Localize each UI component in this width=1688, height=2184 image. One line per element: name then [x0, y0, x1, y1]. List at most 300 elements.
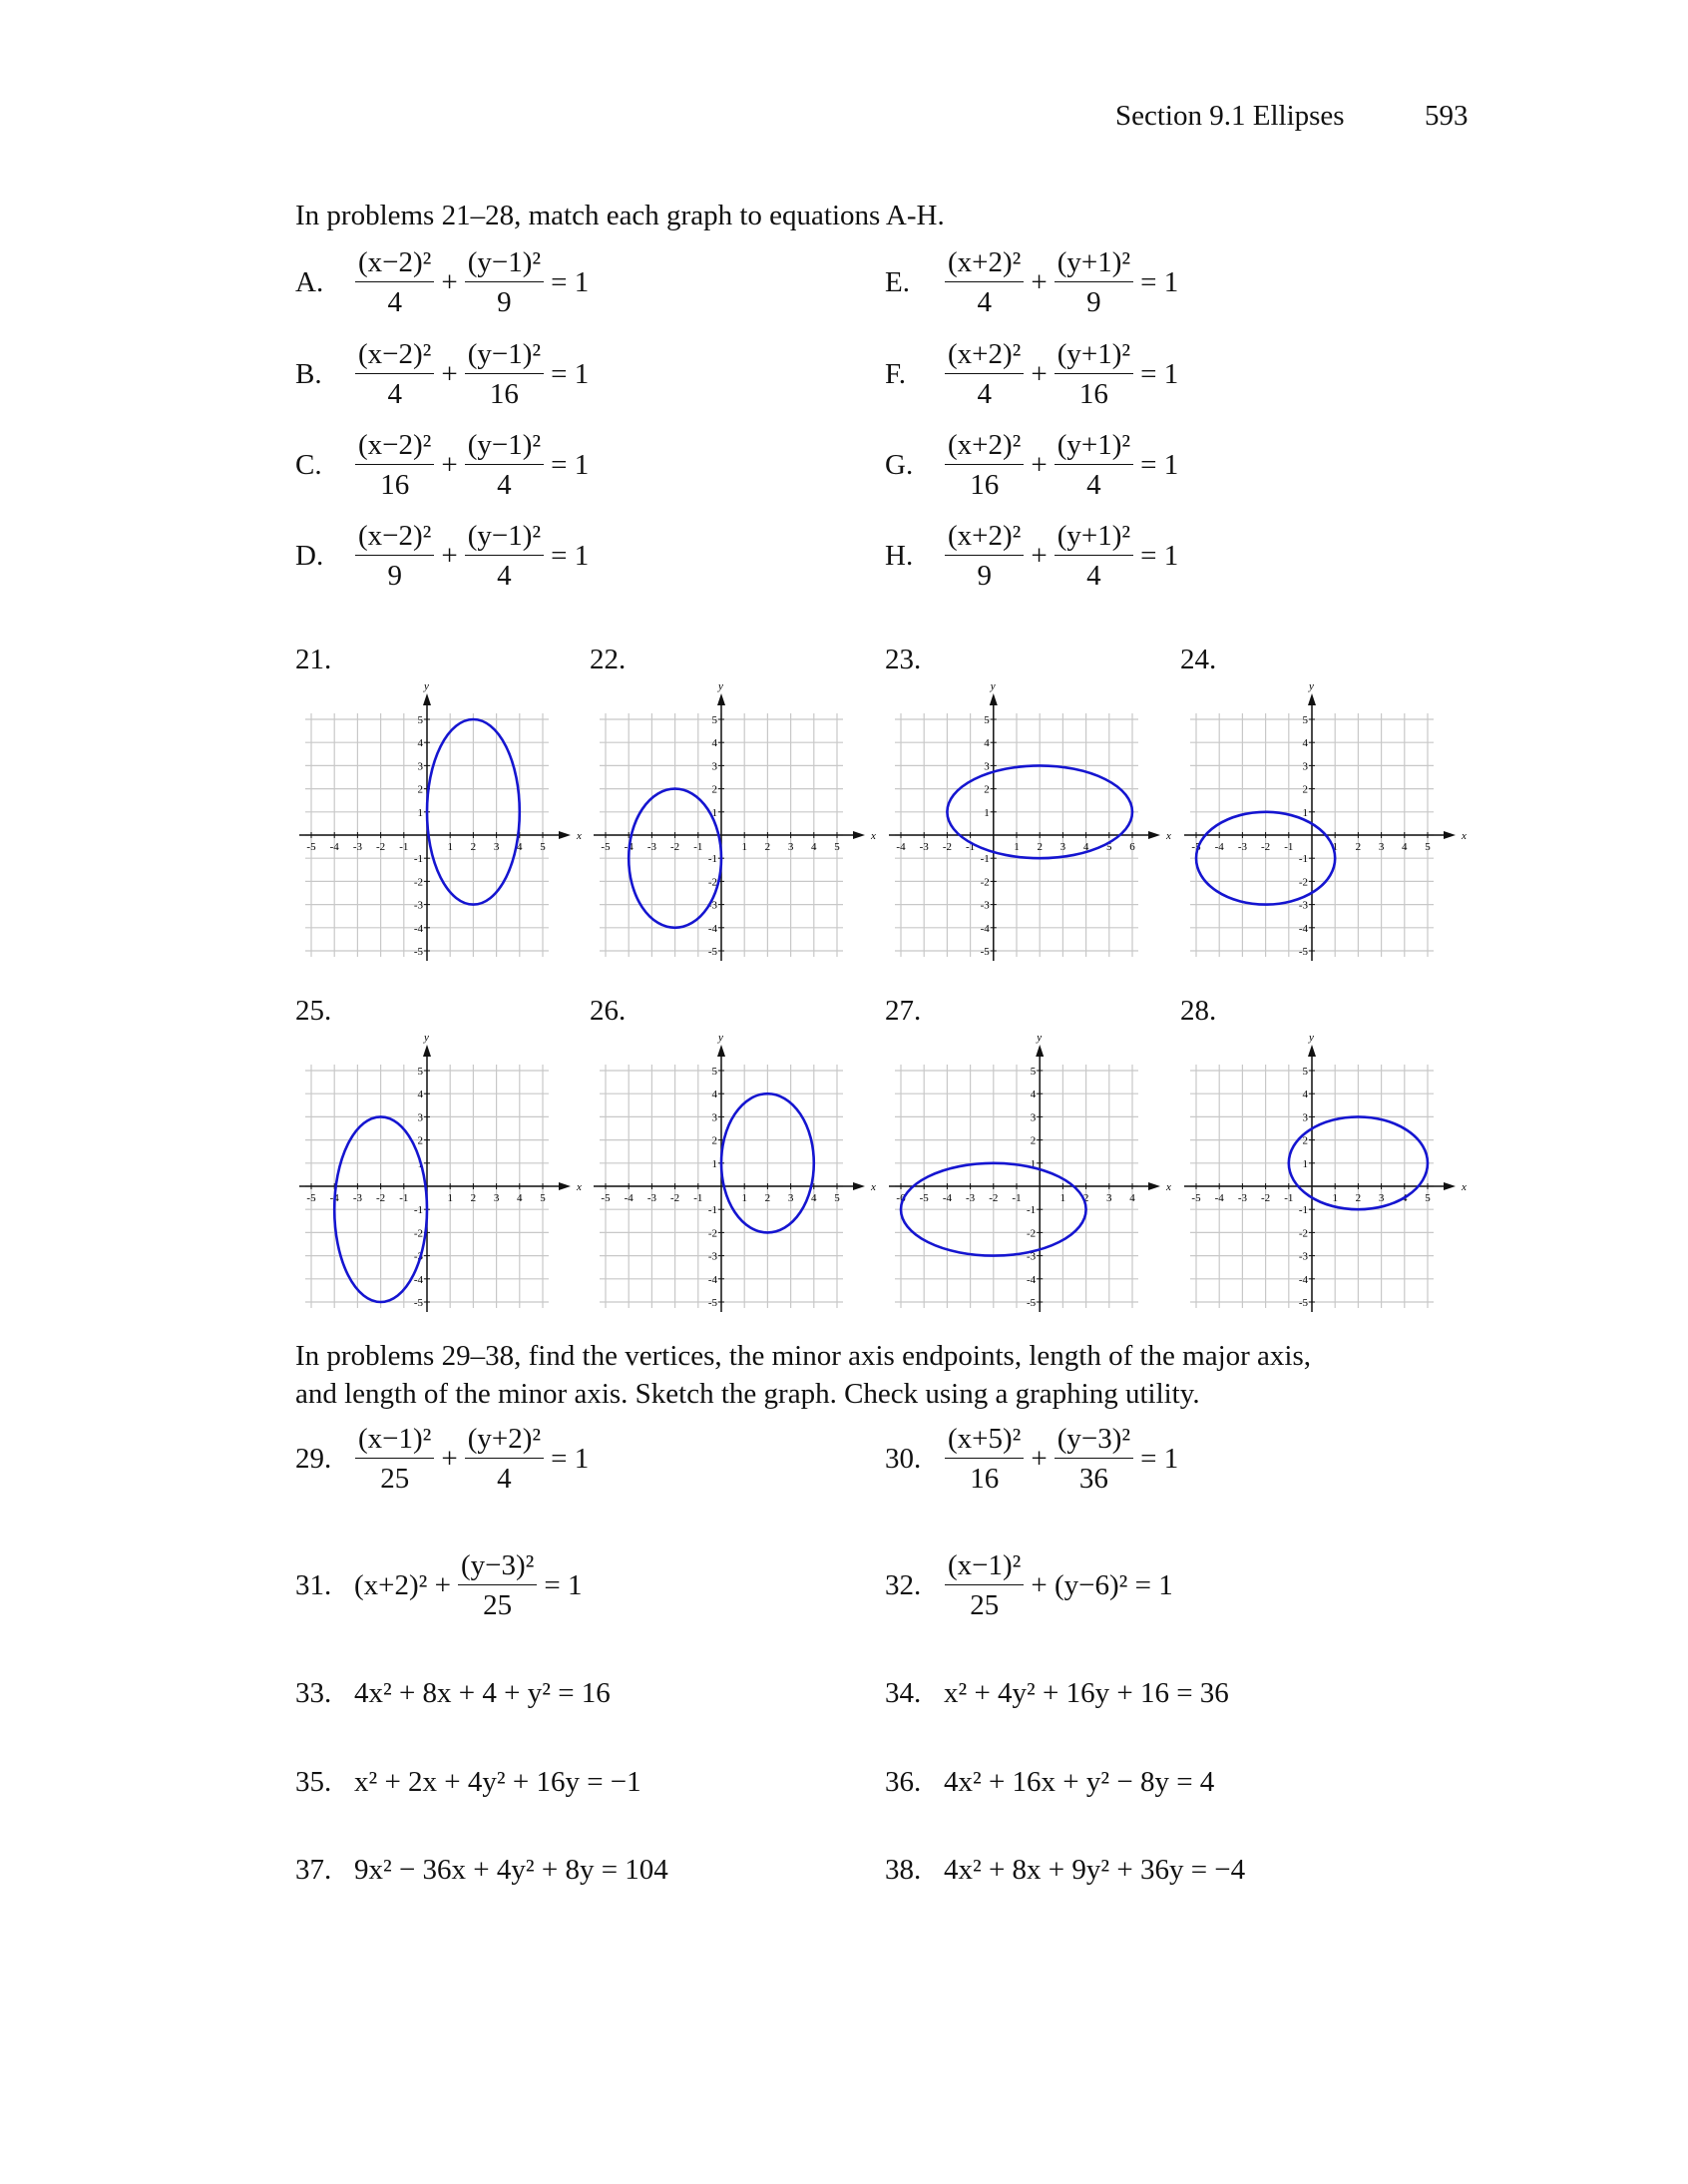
- y-axis-arrow-icon: [1308, 693, 1316, 705]
- numerator: (x−1)²: [355, 1423, 434, 1459]
- x-tick-label: -6: [896, 1192, 906, 1204]
- fraction: [1055, 338, 1133, 411]
- problem-29: [295, 1419, 592, 1499]
- y-tick-label: -4: [1298, 922, 1308, 935]
- x-axis-label: x: [577, 830, 582, 842]
- ellipse-graph-24: [1178, 681, 1477, 971]
- equation-e: [885, 242, 1181, 322]
- y-tick-label: -1: [707, 1204, 717, 1217]
- fraction: [465, 338, 544, 411]
- ellipse-graph-21: [293, 681, 593, 971]
- x-tick-label: -1: [399, 841, 409, 853]
- equation-text: +: [441, 265, 458, 298]
- y-tick-label: -4: [1027, 1273, 1037, 1286]
- y-tick-label: 3: [1302, 760, 1308, 773]
- x-tick-label: -5: [306, 1192, 316, 1204]
- equation-text: +: [441, 539, 458, 572]
- y-tick-label: 5: [1030, 1066, 1037, 1078]
- y-tick-label: 3: [417, 760, 423, 773]
- ellipse-graph-26: [588, 1033, 887, 1322]
- x-tick-label: -3: [966, 1192, 976, 1204]
- x-tick-label: 2: [470, 1192, 477, 1204]
- x-tick-label: -3: [919, 841, 929, 853]
- x-axis-arrow-icon: [1444, 831, 1456, 839]
- page-number: 593: [1425, 100, 1469, 132]
- x-tick-label: 3: [1378, 1192, 1385, 1204]
- x-tick-label: 1: [1332, 841, 1338, 853]
- x-axis-label: x: [1462, 1181, 1467, 1193]
- x-tick-label: 3: [787, 1192, 794, 1204]
- x-axis-label: x: [1166, 1181, 1171, 1193]
- equation-text: = 1: [551, 539, 590, 572]
- y-tick-label: -2: [707, 1227, 717, 1240]
- x-tick-label: -1: [966, 841, 976, 853]
- numerator: (x−2)²: [355, 520, 434, 556]
- fraction: [355, 1423, 434, 1496]
- x-tick-label: 5: [834, 1192, 840, 1204]
- y-axis-label: y: [424, 1033, 429, 1044]
- equation-label: 36.: [885, 1765, 922, 1798]
- denominator: 4: [387, 377, 402, 410]
- numerator: (y−1)²: [465, 338, 544, 374]
- problem-31: [295, 1545, 585, 1625]
- x-axis-arrow-icon: [853, 1182, 865, 1190]
- equation-label: 32.: [885, 1568, 922, 1601]
- x-tick-label: -4: [942, 1192, 952, 1204]
- equation-label: 31.: [295, 1568, 332, 1601]
- y-tick-label: 2: [711, 1134, 717, 1147]
- x-tick-label: -4: [329, 1192, 339, 1204]
- numerator: (x+5)²: [945, 1423, 1024, 1459]
- y-tick-label: 1: [984, 806, 990, 819]
- problem-32: [885, 1545, 1176, 1625]
- equation-text: = 1: [1140, 1442, 1179, 1475]
- x-tick-label: 4: [517, 1192, 523, 1204]
- problem-36: [885, 1742, 1217, 1822]
- y-tick-label: 2: [711, 783, 717, 796]
- equation-label: G.: [885, 448, 914, 481]
- fraction: [1055, 1423, 1133, 1496]
- y-tick-label: -3: [413, 1250, 423, 1263]
- equation-label: F.: [885, 357, 907, 390]
- x-axis-arrow-icon: [559, 831, 571, 839]
- y-tick-label: -2: [413, 876, 423, 889]
- fraction: [355, 429, 434, 502]
- numerator: (y+1)²: [1055, 520, 1133, 556]
- x-tick-label: 3: [787, 841, 794, 853]
- equation-label: 37.: [295, 1853, 332, 1886]
- y-axis-arrow-icon: [1036, 1045, 1044, 1057]
- fraction: [1055, 429, 1133, 502]
- ellipse-graph-27: [883, 1033, 1182, 1322]
- numerator: (y−3)²: [458, 1549, 537, 1585]
- y-tick-label: -3: [413, 899, 423, 912]
- problem-30: [885, 1419, 1181, 1499]
- y-tick-label: 5: [711, 714, 717, 726]
- y-tick-label: -2: [1027, 1227, 1037, 1240]
- y-tick-label: -2: [1298, 1227, 1308, 1240]
- x-tick-label: 3: [1059, 841, 1066, 853]
- x-tick-label: -3: [1237, 1192, 1247, 1204]
- ellipse-graph-28: [1178, 1033, 1477, 1322]
- y-tick-label: -2: [707, 876, 717, 889]
- equation-f: [885, 334, 1181, 414]
- equation-text: +: [1031, 265, 1048, 298]
- equation-text: = 1: [551, 265, 590, 298]
- x-axis-label: x: [871, 1181, 876, 1193]
- ellipse-graph-22: [588, 681, 887, 971]
- y-tick-label: 1: [1302, 1157, 1308, 1170]
- problem-34: [885, 1653, 1232, 1733]
- fraction: [465, 246, 544, 319]
- denominator: 9: [387, 559, 402, 592]
- denominator: 25: [380, 1462, 410, 1495]
- y-axis-arrow-icon: [717, 1045, 725, 1057]
- equation-label: B.: [295, 357, 322, 390]
- x-tick-label: -3: [352, 841, 362, 853]
- x-tick-label: 2: [764, 1192, 771, 1204]
- x-axis-arrow-icon: [559, 1182, 571, 1190]
- x-tick-label: 1: [447, 841, 453, 853]
- x-tick-label: 3: [1106, 1192, 1112, 1204]
- fraction: [1055, 520, 1133, 593]
- y-axis-label: y: [1309, 681, 1314, 692]
- y-tick-label: -1: [413, 1204, 423, 1217]
- y-tick-label: 5: [1302, 1066, 1308, 1078]
- denominator: 9: [1086, 285, 1101, 318]
- y-tick-label: 5: [711, 1066, 717, 1078]
- y-tick-label: -1: [1298, 1204, 1308, 1217]
- equation-text: +: [1031, 357, 1048, 390]
- y-tick-label: -5: [413, 1297, 423, 1309]
- equation-text: +: [1031, 539, 1048, 572]
- equation-text: +: [441, 1442, 458, 1475]
- equation-label: C.: [295, 448, 322, 481]
- denominator: 16: [380, 468, 410, 501]
- y-tick-label: 1: [711, 806, 717, 819]
- x-tick-label: -2: [376, 1192, 386, 1204]
- x-tick-label: 6: [1129, 841, 1135, 853]
- equation-text: +: [441, 448, 458, 481]
- x-tick-label: -2: [1261, 1192, 1271, 1204]
- y-tick-label: 3: [417, 1111, 423, 1124]
- x-tick-label: 4: [1082, 841, 1089, 853]
- y-tick-label: 2: [417, 783, 423, 796]
- x-tick-label: 2: [1037, 841, 1043, 853]
- fraction: [945, 246, 1024, 319]
- graph-label: 27.: [885, 995, 922, 1027]
- numerator: (y+2)²: [465, 1423, 544, 1459]
- x-tick-label: 2: [764, 841, 771, 853]
- x-tick-label: -1: [1284, 1192, 1294, 1204]
- y-tick-label: -5: [1298, 1297, 1308, 1309]
- x-tick-label: -2: [989, 1192, 999, 1204]
- y-tick-label: -3: [707, 1250, 717, 1263]
- x-tick-label: -4: [1214, 841, 1224, 853]
- fraction: [945, 1549, 1024, 1622]
- equation-text: +: [1031, 1442, 1048, 1475]
- equation-text: = 1: [1140, 357, 1179, 390]
- equation-text: +: [1031, 448, 1048, 481]
- x-tick-label: 4: [811, 1192, 817, 1204]
- denominator: 4: [497, 559, 512, 592]
- x-tick-label: 3: [493, 841, 500, 853]
- denominator: 4: [497, 1462, 512, 1495]
- x-tick-label: -2: [1261, 841, 1271, 853]
- denominator: 16: [970, 1462, 1000, 1495]
- y-axis-label: y: [718, 681, 723, 692]
- y-tick-label: -4: [1298, 1273, 1308, 1286]
- problem-38: [885, 1830, 1248, 1910]
- equation-label: 35.: [295, 1765, 332, 1798]
- y-tick-label: 4: [711, 737, 717, 750]
- x-tick-label: 5: [1106, 841, 1112, 853]
- y-tick-label: 4: [1302, 737, 1308, 750]
- x-tick-label: 1: [741, 1192, 747, 1204]
- denominator: 9: [977, 559, 992, 592]
- x-tick-label: -1: [693, 841, 703, 853]
- graph-label: 21.: [295, 644, 332, 675]
- y-tick-label: -1: [980, 853, 990, 866]
- denominator: 9: [497, 285, 512, 318]
- x-tick-label: 5: [1425, 1192, 1431, 1204]
- denominator: 25: [970, 1588, 1000, 1621]
- equation-g: [885, 425, 1181, 505]
- problem-37: [295, 1830, 671, 1910]
- y-tick-label: -4: [980, 922, 990, 935]
- y-tick-label: -5: [707, 946, 717, 958]
- equation-text: = 1: [1140, 448, 1179, 481]
- x-axis-label: x: [871, 830, 876, 842]
- numerator: (x−2)²: [355, 338, 434, 374]
- equation-d: [295, 516, 592, 596]
- x-tick-label: 5: [834, 841, 840, 853]
- y-axis-label: y: [990, 681, 996, 692]
- x-axis-label: x: [1166, 830, 1171, 842]
- y-tick-label: -5: [1027, 1297, 1037, 1309]
- x-tick-label: 1: [1014, 841, 1020, 853]
- graph-label: 26.: [590, 995, 627, 1027]
- fraction: [465, 429, 544, 502]
- x-tick-label: 1: [447, 1192, 453, 1204]
- x-tick-label: 5: [1425, 841, 1431, 853]
- x-tick-label: 4: [811, 841, 817, 853]
- y-tick-label: -4: [413, 922, 423, 935]
- fraction: [945, 520, 1024, 593]
- equation-text: 9x² − 36x + 4y² + 8y = 104: [354, 1853, 668, 1886]
- numerator: (x−2)²: [355, 246, 434, 282]
- graph-label: 23.: [885, 644, 922, 675]
- y-axis-arrow-icon: [423, 693, 431, 705]
- y-tick-label: 1: [711, 1157, 717, 1170]
- equation-text: 4x² + 8x + 9y² + 36y = −4: [944, 1853, 1246, 1886]
- numerator: (x+2)²: [945, 338, 1024, 374]
- y-tick-label: 4: [1030, 1089, 1037, 1101]
- y-axis-arrow-icon: [717, 693, 725, 705]
- equation-text: x² + 4y² + 16y + 16 = 36: [944, 1676, 1229, 1709]
- x-axis-arrow-icon: [1444, 1182, 1456, 1190]
- x-tick-label: -5: [919, 1192, 929, 1204]
- equation-label: A.: [295, 265, 324, 298]
- y-tick-label: -3: [980, 899, 990, 912]
- numerator: (y−1)²: [465, 520, 544, 556]
- x-tick-label: -5: [1191, 841, 1201, 853]
- y-tick-label: 5: [1302, 714, 1308, 726]
- y-tick-label: 1: [1030, 1157, 1037, 1170]
- y-axis-label: y: [1037, 1033, 1043, 1044]
- equation-label: H.: [885, 539, 914, 572]
- y-tick-label: 3: [1302, 1111, 1308, 1124]
- equation-label: E.: [885, 265, 910, 298]
- y-tick-label: -1: [707, 853, 717, 866]
- x-tick-label: -3: [1237, 841, 1247, 853]
- y-tick-label: 3: [711, 760, 717, 773]
- y-tick-label: -4: [707, 1273, 717, 1286]
- x-tick-label: -4: [329, 841, 339, 853]
- equation-a: [295, 242, 592, 322]
- y-tick-label: 5: [417, 714, 423, 726]
- x-axis-label: x: [1462, 830, 1467, 842]
- numerator: (x−2)²: [355, 429, 434, 465]
- ellipse-graph-25: [293, 1033, 593, 1322]
- equation-label: 29.: [295, 1442, 332, 1475]
- y-tick-label: 2: [1302, 1134, 1308, 1147]
- x-tick-label: -1: [1012, 1192, 1022, 1204]
- x-tick-label: -2: [670, 841, 680, 853]
- x-tick-label: 2: [1355, 841, 1362, 853]
- equation-text: x² + 2x + 4y² + 16y = −1: [354, 1765, 641, 1798]
- instructions-29-38-line1: In problems 29–38, find the vertices, the minor axis endpoints, length of the major axis,: [295, 1340, 1312, 1372]
- y-tick-label: -2: [1298, 876, 1308, 889]
- equation-text: = 1: [1140, 539, 1179, 572]
- equation-text: = 1: [551, 448, 590, 481]
- equation-label: D.: [295, 539, 324, 572]
- x-tick-label: -3: [646, 841, 656, 853]
- x-tick-label: 1: [1059, 1192, 1066, 1204]
- equation-text: 4x² + 16x + y² − 8y = 4: [944, 1765, 1215, 1798]
- y-tick-label: -4: [413, 1273, 423, 1286]
- graph-label: 22.: [590, 644, 627, 675]
- fraction: [945, 429, 1024, 502]
- x-tick-label: -3: [352, 1192, 362, 1204]
- y-tick-label: 4: [417, 737, 423, 750]
- y-axis-arrow-icon: [1308, 1045, 1316, 1057]
- denominator: 16: [489, 377, 519, 410]
- y-axis-arrow-icon: [990, 693, 998, 705]
- ellipse-graph-23: [883, 681, 1182, 971]
- x-tick-label: 4: [1402, 1192, 1408, 1204]
- x-tick-label: -2: [670, 1192, 680, 1204]
- fraction: [355, 520, 434, 593]
- y-tick-label: -3: [1298, 1250, 1308, 1263]
- denominator: 36: [1078, 1462, 1108, 1495]
- x-tick-label: -4: [624, 841, 633, 853]
- denominator: 25: [483, 1588, 513, 1621]
- y-tick-label: 4: [1302, 1089, 1308, 1101]
- fraction: [1055, 246, 1133, 319]
- x-tick-label: 2: [1082, 1192, 1089, 1204]
- y-tick-label: 1: [417, 1157, 423, 1170]
- denominator: 4: [977, 285, 992, 318]
- numerator: (x+2)²: [945, 520, 1024, 556]
- numerator: (y−3)²: [1055, 1423, 1133, 1459]
- x-tick-label: -1: [693, 1192, 703, 1204]
- x-tick-label: 2: [470, 841, 477, 853]
- x-tick-label: 1: [741, 841, 747, 853]
- y-tick-label: -5: [980, 946, 990, 958]
- y-tick-label: -5: [413, 946, 423, 958]
- x-tick-label: 2: [1355, 1192, 1362, 1204]
- y-tick-label: 4: [417, 1089, 423, 1101]
- y-axis-label: y: [1309, 1033, 1314, 1044]
- equation-label: 30.: [885, 1442, 922, 1475]
- denominator: 4: [387, 285, 402, 318]
- y-tick-label: -3: [707, 899, 717, 912]
- equation-text: (x+2)² +: [354, 1568, 451, 1601]
- denominator: 4: [1086, 468, 1101, 501]
- fraction: [945, 1423, 1024, 1496]
- x-axis-arrow-icon: [1148, 831, 1160, 839]
- equation-label: 38.: [885, 1853, 922, 1886]
- x-tick-label: 3: [493, 1192, 500, 1204]
- equation-text: = 1: [544, 1568, 583, 1601]
- equation-label: 33.: [295, 1676, 332, 1709]
- denominator: 16: [970, 468, 1000, 501]
- problem-35: [295, 1742, 644, 1822]
- fraction: [465, 520, 544, 593]
- equation-c: [295, 425, 592, 505]
- numerator: (y+1)²: [1055, 429, 1133, 465]
- fraction: [465, 1423, 544, 1496]
- x-axis-label: x: [577, 1181, 582, 1193]
- graph-label: 24.: [1180, 644, 1217, 675]
- numerator: (x+2)²: [945, 246, 1024, 282]
- problem-33: [295, 1653, 614, 1733]
- numerator: (y+1)²: [1055, 338, 1133, 374]
- graph-label: 28.: [1180, 995, 1217, 1027]
- equation-text: + (y−6)² = 1: [1031, 1568, 1173, 1601]
- denominator: 4: [497, 468, 512, 501]
- numerator: (x−1)²: [945, 1549, 1024, 1585]
- y-axis-arrow-icon: [423, 1045, 431, 1057]
- x-tick-label: 4: [1402, 841, 1408, 853]
- fraction: [945, 338, 1024, 411]
- x-tick-label: -5: [601, 1192, 611, 1204]
- y-axis-label: y: [718, 1033, 723, 1044]
- x-tick-label: -1: [399, 1192, 409, 1204]
- y-tick-label: -1: [413, 853, 423, 866]
- numerator: (y−1)²: [465, 429, 544, 465]
- y-tick-label: -4: [707, 922, 717, 935]
- y-tick-label: -2: [413, 1227, 423, 1240]
- x-tick-label: -4: [896, 841, 906, 853]
- x-tick-label: -4: [624, 1192, 633, 1204]
- x-tick-label: -5: [1191, 1192, 1201, 1204]
- y-tick-label: 3: [1030, 1111, 1037, 1124]
- y-tick-label: -5: [1298, 946, 1308, 958]
- x-tick-label: 4: [1129, 1192, 1135, 1204]
- denominator: 4: [977, 377, 992, 410]
- y-tick-label: 3: [711, 1111, 717, 1124]
- equation-text: +: [441, 357, 458, 390]
- y-tick-label: 2: [1030, 1134, 1037, 1147]
- numerator: (y−1)²: [465, 246, 544, 282]
- x-tick-label: -2: [942, 841, 952, 853]
- equation-text: 4x² + 8x + 4 + y² = 16: [354, 1676, 611, 1709]
- fraction: [355, 246, 434, 319]
- equation-text: = 1: [551, 357, 590, 390]
- equation-text: = 1: [1140, 265, 1179, 298]
